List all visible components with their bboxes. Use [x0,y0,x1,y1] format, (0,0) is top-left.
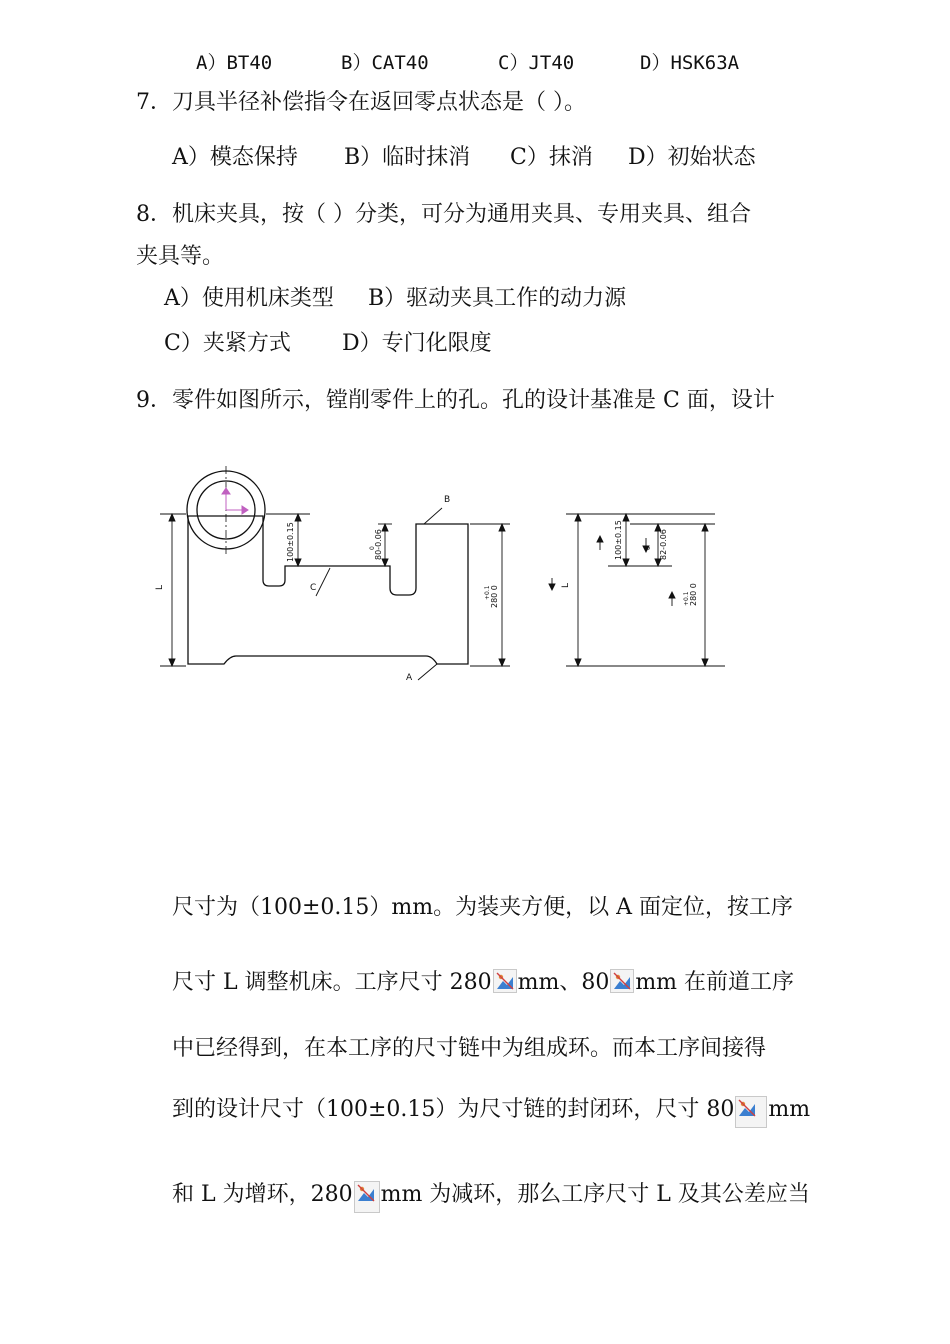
broken-image-icon [493,969,517,993]
chain-82: 82-0.06 [659,529,668,560]
q8-options-row2 [164,329,492,359]
dim-80-upper: 0 [369,546,376,550]
q9-line5-after: mm 为减环，那么工序尺寸 L 及其公差应当 [380,1182,810,1207]
chain-100: 100±0.15 [614,520,623,560]
q9-para-line1: 尺寸为（100±0.15）mm。为装夹方便，以 A 面定位，按工序 [172,895,794,920]
label-l: L [155,584,165,590]
q9-line2-after: mm 在前道工序 [635,970,795,995]
chain-280-upper: +0.1 [683,591,690,606]
chain-82-upper: 0 [645,546,652,550]
q6-option-b: B）CAT40 [341,52,429,74]
q9-para-line2 [172,968,794,998]
q7-option-c: C）抹消 [510,145,593,170]
q7-stem: 7．刀具半径补偿指令在返回零点状态是（ ）。 [136,90,586,115]
chain-l: L [561,582,571,588]
q9-stem-line1: 9．零件如图所示，镗削零件上的孔。孔的设计基准是 C 面，设计 [136,388,775,413]
q6-options [196,48,739,78]
q9-para-line3: 中已经得到，在本工序的尺寸链中为组成环。而本工序间接得 [172,1036,767,1061]
dim-280: 280 0 [490,585,499,608]
q7-option-b: B）临时抹消 [344,145,471,170]
q8-option-a: A）使用机床类型 [164,286,334,311]
broken-image-icon [735,1096,767,1128]
chain-280: 280 0 [689,583,698,606]
part-drawing-figure [150,458,740,688]
q9-line2-mid: mm、80 [517,970,610,995]
q6-option-a: A）BT40 [196,52,273,74]
q7-options [172,143,756,173]
dim-80: 80-0.06 [374,529,383,560]
q8-option-c: C）夹紧方式 [164,331,291,356]
q8-option-b: B）驱动夹具工作的动力源 [368,286,627,311]
broken-image-icon [354,1181,380,1213]
q9-line4-before: 到的设计尺寸（100±0.15）为尺寸链的封闭环，尺寸 80 [172,1097,735,1122]
q8-stem-line2: 夹具等。 [136,244,225,269]
q7-option-d: D）初始状态 [628,145,756,170]
q8-option-d: D）专门化限度 [342,331,492,356]
q9-line4-after: mm [768,1097,811,1122]
q9-para-line5 [172,1180,810,1213]
q6-option-d: D）HSK63A [640,52,740,74]
q8-stem-line1: 8．机床夹具，按（ ）分类，可分为通用夹具、专用夹具、组合 [136,202,751,227]
q8-options-row1 [164,284,626,314]
q6-option-c: C）JT40 [498,52,575,74]
label-a: A [406,673,413,683]
q9-line2-before: 尺寸 L 调整机床。工序尺寸 280 [172,970,492,995]
label-c: C [310,583,317,593]
broken-image-icon [610,969,634,993]
label-b: B [444,495,451,505]
q7-option-a: A）模态保持 [172,145,298,170]
dim-100: 100±0.15 [286,522,295,562]
q9-line5-before: 和 L 为增环，280 [172,1182,353,1207]
dim-280-upper: +0.1 [484,585,491,600]
q9-para-line4 [172,1095,810,1128]
